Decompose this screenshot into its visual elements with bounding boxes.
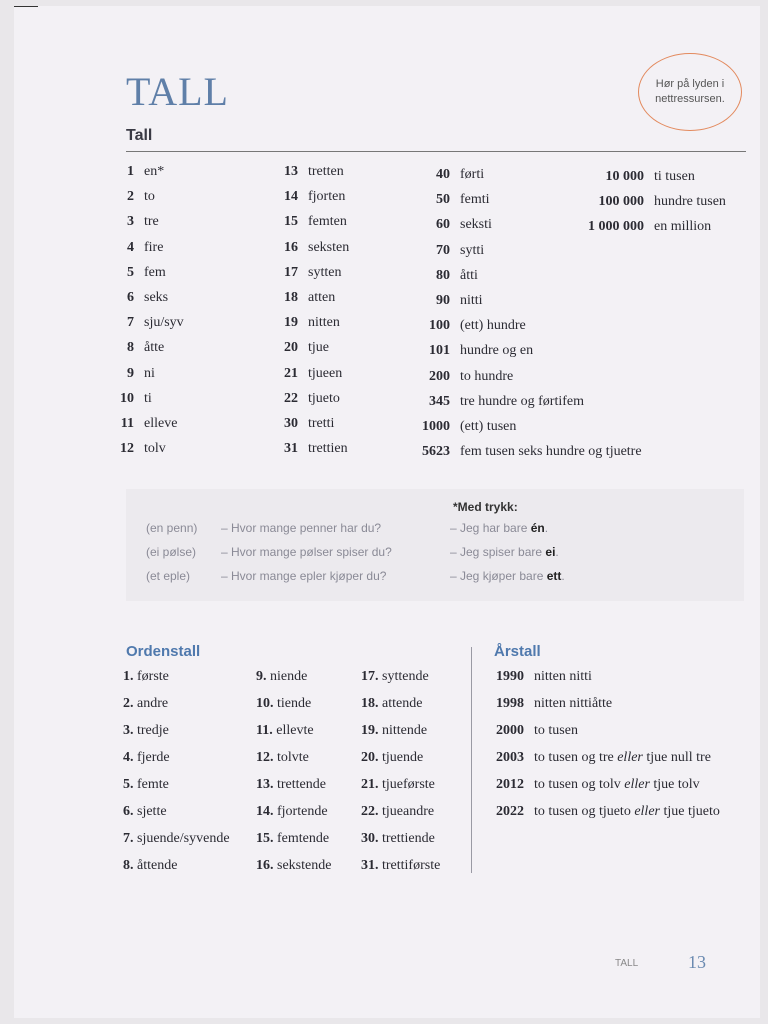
year-words-main: to tusen og tre — [534, 750, 618, 765]
number-digit: 101 — [429, 343, 450, 359]
year-number: 2003 — [496, 750, 524, 765]
number-row — [120, 413, 177, 435]
ordinal-word: tjuende — [382, 750, 424, 765]
number-digit: 17 — [284, 264, 298, 280]
number-word: tjueen — [308, 365, 343, 381]
year-words-main: nitten nitti — [534, 669, 592, 684]
ordinal-number: 9. — [256, 669, 267, 684]
number-row — [404, 441, 642, 463]
number-digit: 60 — [436, 217, 450, 233]
stress-question: – Hvor mange epler kjøper du? — [221, 569, 387, 583]
audio-note-bubble — [638, 53, 742, 131]
number-row — [272, 438, 348, 460]
number-digit: 8 — [127, 340, 134, 356]
number-digit: 30 — [284, 416, 298, 431]
number-row — [404, 214, 492, 236]
number-row — [120, 186, 155, 208]
ordinal-number: 19. — [361, 723, 379, 738]
number-digit: 5623 — [422, 444, 450, 460]
number-word: (ett) tusen — [460, 419, 517, 434]
year-words — [524, 750, 711, 765]
ordinal-word: trettiførste — [382, 858, 441, 873]
number-word: tre — [144, 214, 159, 230]
year-number: 2022 — [496, 804, 524, 819]
number-row — [564, 216, 711, 238]
number-word: førti — [460, 167, 485, 182]
number-word: tjueto — [308, 390, 340, 406]
number-digit: 18 — [284, 290, 298, 305]
number-row — [404, 391, 584, 413]
number-row — [120, 262, 166, 284]
number-word: tretti — [308, 416, 335, 431]
year-number: 2012 — [496, 777, 524, 792]
ordinal-word: tjueandre — [382, 804, 435, 819]
section-heading-tall: Tall — [126, 127, 153, 144]
number-word: atten — [308, 290, 336, 305]
year-row — [492, 663, 592, 690]
year-number: 1990 — [496, 669, 524, 684]
number-digit: 10 000 — [605, 169, 644, 184]
stress-noun: (et eple) — [146, 569, 191, 583]
stress-answer-emphasis: ei — [545, 545, 556, 559]
number-word: hundre tusen — [654, 194, 726, 210]
number-row — [272, 161, 344, 183]
ordinal-word: trettiende — [382, 831, 435, 846]
ordinal-number: 31. — [361, 858, 379, 873]
ordinal-row — [123, 798, 167, 825]
page-number: 13 — [688, 952, 706, 972]
number-row — [404, 315, 526, 337]
audio-note-text: Hør på lyden i nettressursen. — [655, 78, 725, 105]
footer-label: TALL — [615, 958, 639, 969]
ordinal-word: tredje — [137, 723, 169, 738]
ordinal-number: 7. — [123, 831, 134, 846]
number-word: fjorten — [308, 189, 346, 205]
ordinal-row — [361, 798, 434, 825]
number-word: fire — [144, 239, 164, 255]
number-word: seksten — [308, 239, 350, 255]
year-row — [492, 690, 612, 717]
ordinal-number: 5. — [123, 777, 134, 792]
number-digit: 2 — [127, 189, 134, 205]
number-word: ni — [144, 365, 155, 381]
number-digit: 5 — [127, 264, 134, 280]
stress-answer-emphasis: ett — [546, 569, 562, 583]
ordinal-row — [256, 690, 311, 717]
year-number: 1998 — [496, 696, 524, 711]
ordinal-number: 6. — [123, 804, 134, 819]
number-word: nitti — [460, 293, 483, 308]
number-word: hundre og en — [460, 343, 534, 359]
number-word: en* — [144, 164, 165, 179]
number-row — [404, 416, 516, 438]
page-title: TALL — [126, 69, 229, 114]
ordinal-word: tiende — [277, 696, 312, 711]
stress-question: – Hvor mange pølser spiser du? — [221, 545, 392, 559]
stress-answer-text: – Jeg spiser bare — [450, 545, 546, 559]
ordinal-row — [361, 717, 427, 744]
stress-question: – Hvor mange penner har du? — [221, 521, 382, 535]
ordinal-word: femtende — [277, 831, 330, 846]
ordinal-row — [361, 663, 429, 690]
number-row — [404, 290, 483, 312]
year-words-or: eller — [617, 750, 643, 765]
ordinal-row — [256, 798, 328, 825]
ordinal-number: 8. — [123, 858, 134, 873]
number-digit: 6 — [127, 290, 134, 305]
year-words-alt: tjue null tre — [642, 750, 711, 765]
year-words-main: to tusen — [534, 723, 578, 738]
number-word: seks — [144, 290, 169, 305]
ordinal-row — [123, 771, 169, 798]
number-digit: 15 — [284, 214, 298, 230]
number-digit: 16 — [284, 239, 298, 255]
number-word: sytti — [460, 242, 485, 258]
year-words — [524, 804, 720, 819]
ordinal-number: 22. — [361, 804, 379, 819]
ordinal-number: 3. — [123, 723, 134, 738]
number-row — [120, 388, 152, 410]
ordinal-word: sjuende/syvende — [137, 831, 230, 846]
number-digit: 3 — [127, 214, 134, 230]
ordinal-word: sjette — [137, 804, 167, 819]
ordinal-number: 18. — [361, 696, 379, 711]
ordinal-row — [361, 690, 422, 717]
ordinal-number: 10. — [256, 696, 274, 711]
number-row — [404, 164, 484, 186]
ordinal-row — [123, 717, 169, 744]
stress-answer — [450, 569, 565, 583]
number-word: ti tusen — [654, 169, 695, 184]
ordinal-number: 16. — [256, 858, 274, 873]
number-word: fem — [144, 264, 166, 280]
ordinal-row — [361, 744, 423, 771]
number-digit: 9 — [127, 365, 134, 381]
ordinal-word: andre — [137, 696, 169, 711]
number-row — [564, 166, 695, 188]
number-word: nitten — [308, 315, 340, 331]
number-digit: 10 — [120, 390, 134, 406]
ordinal-word: trettende — [277, 777, 326, 792]
ordinal-number: 21. — [361, 777, 379, 792]
ordinal-word: nittende — [382, 723, 428, 738]
number-word: en million — [654, 219, 712, 235]
ordinal-number: 14. — [256, 804, 274, 819]
ordinal-row — [256, 852, 331, 879]
number-digit: 40 — [436, 167, 450, 182]
number-row — [272, 287, 335, 309]
number-row — [120, 312, 184, 334]
years-heading: Årstall — [494, 643, 541, 660]
number-digit: 50 — [436, 192, 450, 208]
number-word: tretten — [308, 164, 344, 179]
ordinal-row — [256, 825, 329, 852]
year-words — [524, 723, 578, 738]
ordinal-word: niende — [270, 669, 308, 684]
number-row — [272, 388, 340, 410]
year-words-main: nitten nittiåtte — [534, 696, 613, 711]
number-digit: 345 — [429, 393, 450, 409]
ordinal-word: fjerde — [137, 750, 170, 765]
number-row — [404, 366, 513, 388]
year-words-alt: tjue tolv — [649, 777, 700, 792]
year-words-or: eller — [624, 777, 650, 792]
number-row — [404, 189, 490, 211]
stress-answer-end: . — [555, 545, 559, 559]
number-word: trettien — [308, 441, 348, 457]
ordinal-number: 2. — [123, 696, 134, 711]
page-edge-line — [14, 6, 38, 7]
number-digit: 70 — [436, 242, 450, 258]
number-word: tjue — [308, 340, 329, 356]
ordinal-number: 20. — [361, 750, 379, 765]
number-row — [120, 363, 155, 385]
number-digit: 1000 — [422, 419, 450, 434]
number-row — [272, 211, 347, 233]
number-row — [272, 413, 334, 435]
stress-answer-end: . — [561, 569, 565, 583]
stress-answer-text: – Jeg kjøper bare — [450, 569, 547, 583]
number-row — [120, 287, 168, 309]
number-word: femten — [308, 214, 347, 230]
ordinal-number: 1. — [123, 669, 134, 684]
stress-answer — [450, 545, 559, 559]
ordinal-row — [123, 852, 177, 879]
column-divider — [471, 647, 472, 873]
ordinal-row — [256, 717, 314, 744]
year-row — [492, 771, 700, 798]
number-word: sytten — [308, 264, 342, 280]
ordinal-word: syttende — [382, 669, 429, 684]
ordinal-row — [361, 825, 435, 852]
number-word: åtti — [460, 267, 478, 283]
number-row — [272, 312, 340, 334]
number-digit: 21 — [284, 365, 298, 381]
number-row — [404, 240, 484, 262]
stress-heading: *Med trykk: — [453, 500, 518, 514]
number-row — [272, 186, 345, 208]
number-digit: 7 — [127, 315, 134, 331]
ordinal-number: 4. — [123, 750, 134, 765]
number-row — [120, 337, 164, 359]
ordinal-word: sekstende — [277, 858, 332, 873]
number-digit: 20 — [284, 340, 298, 356]
number-digit: 22 — [284, 390, 298, 406]
ordinal-word: tolvte — [277, 750, 309, 765]
year-words-or: eller — [634, 804, 660, 819]
year-words — [524, 696, 612, 711]
number-row — [272, 337, 329, 359]
ordinal-row — [123, 690, 168, 717]
number-digit: 12 — [120, 441, 134, 457]
number-digit: 31 — [284, 441, 298, 457]
ordinal-row — [256, 744, 309, 771]
ordinal-number: 12. — [256, 750, 274, 765]
year-row — [492, 717, 578, 744]
ordinal-row — [123, 744, 170, 771]
number-word: tre hundre og førtifem — [460, 393, 585, 409]
number-row — [120, 211, 159, 233]
ordinal-word: femte — [137, 777, 169, 792]
number-digit: 4 — [127, 239, 134, 255]
ordinals-heading: Ordenstall — [126, 643, 201, 660]
ordinal-row — [123, 825, 230, 852]
number-digit: 100 — [429, 318, 450, 334]
number-word: tolv — [144, 441, 166, 457]
year-words-main: to tusen og tjueto — [534, 804, 635, 819]
number-digit: 1 — [127, 164, 134, 179]
number-digit: 19 — [284, 315, 298, 331]
number-digit: 13 — [284, 164, 298, 179]
ordinal-number: 15. — [256, 831, 274, 846]
number-row — [272, 262, 341, 284]
number-word: to hundre — [460, 368, 514, 384]
stress-noun: (en penn) — [146, 521, 198, 535]
number-digit: 90 — [436, 293, 450, 308]
number-word: ti — [144, 390, 152, 406]
number-digit: 14 — [284, 189, 298, 205]
ordinal-number: 11. — [256, 723, 273, 738]
number-digit: 1 000 000 — [588, 219, 644, 235]
number-row — [272, 363, 342, 385]
number-row — [404, 340, 533, 362]
number-digit: 80 — [436, 267, 450, 283]
ordinal-row — [361, 771, 435, 798]
number-digit: 200 — [429, 368, 450, 384]
stress-example-box — [126, 489, 744, 601]
number-word: femti — [460, 192, 490, 208]
ordinal-word: attende — [382, 696, 423, 711]
number-row — [272, 237, 349, 259]
ordinal-word: tjueførste — [382, 777, 435, 792]
ordinal-number: 13. — [256, 777, 274, 792]
number-word: seksti — [460, 217, 492, 233]
stress-answer-end: . — [544, 521, 549, 535]
ordinal-row — [256, 771, 326, 798]
number-row — [120, 237, 163, 259]
year-row — [492, 744, 711, 771]
number-word: (ett) hundre — [460, 318, 526, 334]
number-row — [404, 265, 478, 287]
ordinal-word: ellevte — [276, 723, 314, 738]
number-digit: 11 — [120, 416, 134, 431]
ordinal-row — [123, 663, 169, 690]
stress-noun: (ei pølse) — [146, 545, 197, 559]
number-word: to — [144, 189, 155, 205]
number-row — [564, 191, 726, 213]
number-row — [120, 438, 166, 460]
ordinal-word: første — [137, 669, 169, 684]
ordinal-word: fjortende — [277, 804, 328, 819]
year-words-main: to tusen og tolv — [534, 777, 625, 792]
heading-rule — [126, 151, 746, 152]
number-row — [120, 161, 164, 183]
year-words-alt: tjue tjueto — [659, 804, 720, 819]
ordinal-number: 17. — [361, 669, 379, 684]
year-row — [492, 798, 720, 825]
number-word: elleve — [144, 416, 178, 431]
ordinal-row — [361, 852, 440, 879]
stress-answer-emphasis: én — [530, 521, 545, 535]
ordinal-number: 30. — [361, 831, 379, 846]
number-word: åtte — [144, 340, 165, 356]
ordinal-word: åttende — [137, 858, 178, 873]
year-number: 2000 — [496, 723, 524, 738]
year-words — [524, 777, 700, 792]
stress-answer — [450, 521, 548, 535]
stress-answer-text: – Jeg har bare — [450, 521, 531, 535]
number-word: fem tusen seks hundre og tjuetre — [460, 444, 642, 460]
year-words — [524, 669, 592, 684]
number-digit: 100 000 — [598, 194, 644, 210]
ordinal-row — [256, 663, 307, 690]
number-word: sju/syv — [144, 315, 184, 331]
